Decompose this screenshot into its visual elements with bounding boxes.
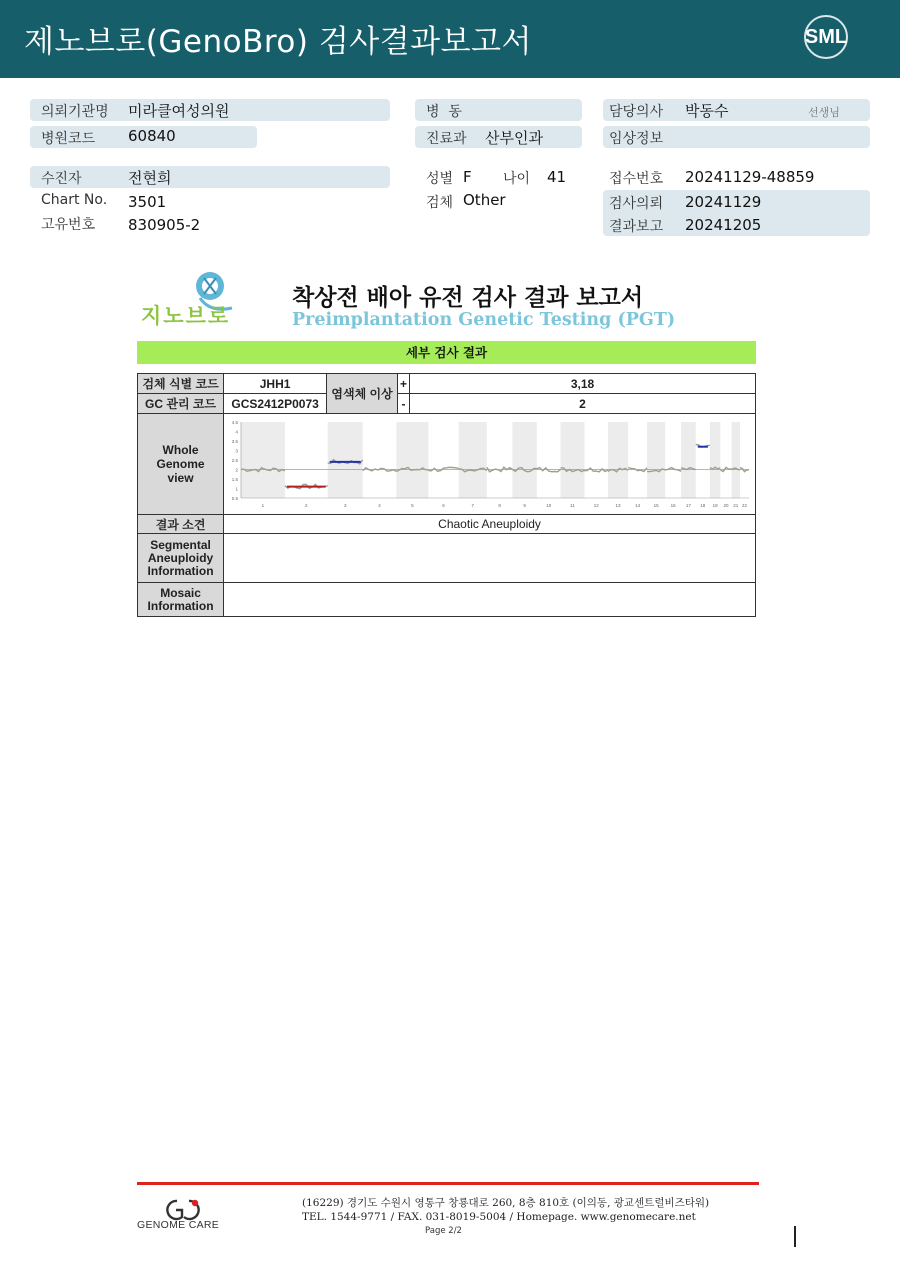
report-value: 20241205	[685, 216, 762, 234]
page-title: 제노브로(GenoBro) 검사결과보고서	[24, 24, 532, 60]
x-tick-label: 4	[377, 503, 381, 508]
segmental-value	[224, 534, 756, 583]
chrom-band	[731, 422, 739, 498]
sex-value: F	[463, 168, 472, 186]
copy-number-trace	[584, 468, 608, 472]
chrom-band	[608, 422, 628, 498]
chrom-band	[396, 422, 428, 498]
report-label: 결과보고	[609, 219, 664, 235]
y-tick-label: 2	[235, 467, 238, 473]
report-title: 착상전 배아 유전 검사 결과 보고서	[292, 285, 644, 311]
x-tick-label: 18	[699, 503, 705, 508]
x-tick-label: 21	[732, 503, 738, 508]
chart-value: 3501	[128, 193, 167, 211]
y-tick-label: 0.5	[231, 496, 238, 501]
address-line: (16229) 경기도 수원시 영통구 창룡대로 260, 8층 810호 (이의동, 광교센트럴비즈타워)	[302, 1197, 710, 1209]
x-tick-label: 22	[741, 503, 747, 508]
x-tick-label: 3	[343, 503, 347, 508]
y-tick-label: 3.5	[231, 439, 238, 444]
hospital-code-value: 60840	[128, 127, 176, 145]
x-tick-label: 13	[615, 503, 621, 508]
chrom-band	[560, 422, 584, 498]
patient-value: 전현희	[128, 169, 172, 187]
section-bar: 세부 검사 결과	[137, 341, 756, 364]
mosaic-label-text: Mosaic Information	[147, 585, 214, 613]
receipt-value: 20241129-48859	[685, 168, 815, 186]
y-tick-label: 4	[235, 429, 238, 435]
segmental-label-text: Segmental Aneuploidy Information	[147, 537, 214, 578]
x-tick-label: 12	[593, 503, 599, 508]
minus-value: 2	[410, 394, 756, 414]
id-label: 고유번호	[41, 217, 96, 233]
x-tick-label: 20	[723, 503, 729, 508]
x-tick-label: 16	[670, 503, 676, 508]
y-tick-label: 4.5	[231, 420, 238, 425]
chart-label: Chart No.	[41, 192, 108, 208]
wgv-label-text: Whole Genome view	[156, 443, 205, 485]
x-tick-label: 5	[410, 503, 414, 508]
mosaic-label	[138, 583, 224, 617]
chrom-band	[458, 422, 486, 498]
patient-label: 수진자	[41, 171, 82, 187]
ward-label: 병 동	[426, 104, 462, 120]
abnormal-label: 염색체 이상	[327, 374, 398, 414]
doctor-label: 담당의사	[609, 104, 664, 120]
finding-label: 결과 소견	[138, 515, 224, 534]
contact-line: TEL. 1544-9771 / FAX. 031-8019-5004 / Homepage. www.genomecare.net	[302, 1211, 696, 1223]
specimen-label: 검체	[426, 195, 454, 211]
sex-label: 성별	[426, 171, 454, 187]
request-value: 20241129	[685, 193, 762, 211]
requester-value: 미라클여성의원	[128, 102, 230, 120]
doctor-value: 박동수	[685, 102, 729, 120]
sml-logo	[802, 15, 850, 63]
chrom-band	[709, 422, 719, 498]
request-label: 검사의뢰	[609, 196, 664, 212]
page-number: Page 2/2	[425, 1226, 462, 1236]
chrom-band	[241, 422, 285, 498]
age-label: 나이	[503, 171, 531, 187]
minus-sign: -	[398, 394, 410, 414]
doctor-suffix: 선생님	[808, 106, 840, 119]
sample-code-value: JHH1	[224, 374, 327, 394]
department-value: 산부인과	[485, 129, 543, 147]
report-subtitle: Preimplantation Genetic Testing (PGT)	[292, 310, 676, 330]
plus-value: 3,18	[410, 374, 756, 394]
y-tick-label: 1	[235, 486, 238, 492]
wgv-label	[138, 414, 224, 515]
result-table	[137, 373, 756, 617]
chrom-band	[681, 422, 696, 498]
patient-row	[30, 166, 390, 188]
genome-care-brand: GENOME CARE	[137, 1219, 220, 1231]
age-value: 41	[547, 168, 567, 186]
x-tick-label: 8	[497, 503, 501, 508]
x-tick-label: 11	[569, 503, 575, 508]
x-tick-label: 19	[712, 503, 718, 508]
genome-plot	[225, 416, 755, 512]
x-tick-label: 1	[261, 503, 264, 508]
clinical-label: 임상정보	[609, 131, 664, 147]
text-cursor	[794, 1226, 796, 1247]
x-tick-label: 10	[545, 503, 551, 508]
x-tick-label: 6	[441, 503, 445, 508]
y-tick-label: 2.5	[231, 458, 238, 463]
y-tick-label: 3	[235, 448, 238, 454]
finding-value: Chaotic Aneuploidy	[224, 515, 756, 534]
hospital-code-label: 병원코드	[41, 131, 96, 147]
x-tick-label: 14	[634, 503, 640, 508]
chrom-band	[512, 422, 536, 498]
footer-address	[302, 1196, 709, 1224]
mosaic-value	[224, 583, 756, 617]
specimen-value: Other	[463, 191, 506, 209]
department-label: 진료과	[426, 131, 467, 147]
footer-line	[137, 1182, 759, 1185]
id-value: 830905-2	[128, 216, 201, 234]
x-tick-label: 2	[304, 503, 308, 508]
logo-text: SML	[804, 26, 848, 48]
segmental-label	[138, 534, 224, 583]
y-tick-label: 1.5	[231, 477, 238, 482]
sample-code-label: 검체 식별 코드	[138, 374, 224, 394]
chrom-band	[647, 422, 665, 498]
genome-plot-cell	[224, 414, 756, 515]
x-tick-label: 7	[470, 503, 474, 508]
genobro-logo-text: 지노브로	[141, 304, 231, 328]
x-tick-label: 15	[653, 503, 659, 508]
x-tick-label: 9	[522, 503, 526, 508]
plus-sign: +	[398, 374, 410, 394]
x-tick-label: 17	[685, 503, 691, 508]
receipt-label: 접수번호	[609, 171, 664, 187]
requester-label: 의뢰기관명	[41, 104, 109, 120]
gc-code-label: GC 관리 코드	[138, 394, 224, 414]
gc-code-value: GCS2412P0073	[224, 394, 327, 414]
